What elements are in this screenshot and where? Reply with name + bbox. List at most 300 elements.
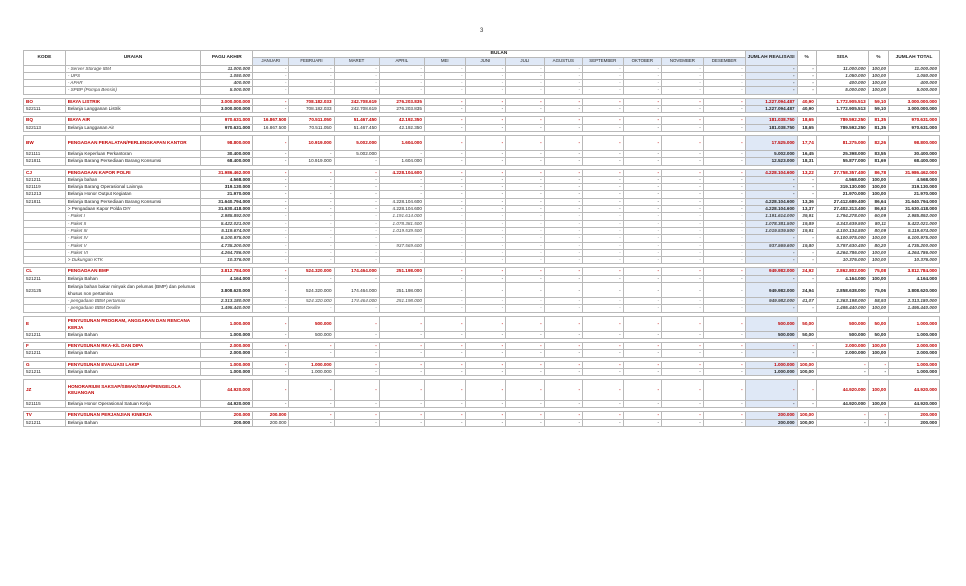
cell-month: - — [544, 401, 582, 408]
cell-uraian: Belanja Keperluan Perkantoran — [65, 150, 201, 157]
cell-month: - — [379, 361, 424, 368]
cell-uraian: - SPBP (Pompa Bensin) — [65, 87, 201, 94]
cell-pct2: 100,00 — [868, 176, 888, 183]
cell-month: - — [253, 184, 289, 191]
table-row — [24, 331, 940, 338]
header-realisasi: JUMLAH REALISASI — [745, 51, 797, 66]
table-row — [24, 191, 940, 198]
cell-month: - — [623, 257, 661, 264]
cell-month: - — [253, 268, 289, 275]
cell-month: - — [703, 242, 745, 249]
table-row — [24, 80, 940, 87]
cell-month: 242.708.619 — [334, 98, 379, 105]
cell-total: 3.812.784.000 — [889, 268, 940, 275]
cell-month: - — [544, 283, 582, 298]
cell-month: - — [582, 213, 623, 220]
cell-month: - — [623, 316, 661, 331]
cell-month: - — [334, 169, 379, 176]
cell-month: - — [379, 331, 424, 338]
header-month: NOVEMBER — [662, 58, 704, 65]
cell-month: - — [253, 361, 289, 368]
cell-month: - — [253, 242, 289, 249]
cell-pct: - — [797, 80, 816, 87]
cell-uraian: - Paket III — [65, 227, 201, 234]
cell-month: - — [424, 380, 465, 401]
cell-pct: 13,36 — [797, 198, 816, 205]
cell-month: - — [544, 184, 582, 191]
cell-month: - — [662, 65, 704, 72]
table-row — [24, 117, 940, 124]
cell-month: - — [703, 198, 745, 205]
cell-month: - — [506, 227, 544, 234]
cell-pagu: 319.130.000 — [201, 184, 253, 191]
cell-month: - — [544, 65, 582, 72]
cell-month: - — [623, 176, 661, 183]
cell-month: - — [582, 331, 623, 338]
cell-kode — [24, 235, 66, 242]
cell-sisa: 1.794.278.000 — [816, 213, 868, 220]
cell-month: - — [379, 275, 424, 282]
cell-pagu: 200.000 — [201, 419, 253, 426]
cell-month: 42.192.350 — [379, 124, 424, 131]
cell-month: - — [253, 368, 289, 375]
cell-pagu: 5.119.674.000 — [201, 227, 253, 234]
cell-total: 1.050.000 — [889, 72, 940, 79]
cell-month: - — [334, 220, 379, 227]
cell-pagu: 44.920.000 — [201, 401, 253, 408]
cell-month: - — [334, 191, 379, 198]
cell-kode — [24, 213, 66, 220]
cell-month: - — [465, 213, 506, 220]
cell-pct2: 100,00 — [868, 380, 888, 401]
cell-month: 5.002.000 — [334, 150, 379, 157]
cell-pct: 18,65 — [797, 117, 816, 124]
cell-sisa: 1.363.198.000 — [816, 298, 868, 305]
cell-month: 70.511.050 — [289, 124, 334, 131]
cell-realisasi: 17.525.000 — [745, 135, 797, 150]
table-row — [24, 257, 940, 264]
cell-pct: - — [797, 401, 816, 408]
cell-month: - — [334, 305, 379, 312]
cell-uraian: Belanja Honor Operasional Satuan Kerja — [65, 401, 201, 408]
cell-month: - — [582, 124, 623, 131]
cell-month: - — [662, 206, 704, 213]
cell-month: - — [582, 135, 623, 150]
cell-uraian: Belanja Langganan Air — [65, 124, 201, 131]
cell-month: - — [582, 350, 623, 357]
cell-month: - — [424, 361, 465, 368]
cell-month: - — [379, 65, 424, 72]
cell-total: 10.376.000 — [889, 257, 940, 264]
cell-month: 70.511.050 — [289, 117, 334, 124]
cell-month: - — [582, 342, 623, 349]
cell-month: - — [703, 412, 745, 419]
cell-pct: - — [797, 275, 816, 282]
cell-kode: BQ — [24, 117, 66, 124]
cell-month: - — [424, 235, 465, 242]
cell-month: - — [506, 305, 544, 312]
cell-month: - — [289, 213, 334, 220]
cell-month: - — [334, 80, 379, 87]
cell-month: - — [424, 98, 465, 105]
cell-uraian: Belanja Barang Persediaan Barang Konsumsi — [65, 198, 201, 205]
cell-month: - — [662, 184, 704, 191]
cell-month: - — [334, 184, 379, 191]
cell-month: - — [465, 275, 506, 282]
cell-pct: 39,91 — [797, 213, 816, 220]
cell-uraian: - Paket V — [65, 242, 201, 249]
cell-kode: 521213 — [24, 191, 66, 198]
cell-month: - — [465, 298, 506, 305]
cell-month: 16.867.500 — [253, 124, 289, 131]
cell-month: - — [334, 368, 379, 375]
cell-uraian: Belanja Bahan — [65, 350, 201, 357]
cell-month: - — [253, 150, 289, 157]
cell-kode — [24, 298, 66, 305]
cell-month: - — [582, 412, 623, 419]
cell-month: - — [334, 350, 379, 357]
cell-month: - — [506, 98, 544, 105]
cell-month: - — [506, 220, 544, 227]
cell-month: - — [703, 169, 745, 176]
cell-month: - — [424, 80, 465, 87]
cell-sisa: 1.495.440.000 — [816, 305, 868, 312]
cell-realisasi: 4.228.104.600 — [745, 198, 797, 205]
cell-realisasi: 500.000 — [745, 316, 797, 331]
cell-uraian: - Server Storage IBM — [65, 65, 201, 72]
cell-realisasi: 1.000.000 — [745, 361, 797, 368]
cell-month: - — [334, 401, 379, 408]
cell-month: - — [506, 150, 544, 157]
cell-month: - — [334, 342, 379, 349]
cell-month: - — [465, 361, 506, 368]
cell-month: - — [662, 198, 704, 205]
cell-month: - — [582, 268, 623, 275]
cell-month: - — [623, 350, 661, 357]
cell-total: 970.631.000 — [889, 117, 940, 124]
cell-pagu: 1.000.000 — [201, 361, 253, 368]
cell-pagu: 31.630.418.000 — [201, 206, 253, 213]
cell-month: - — [703, 305, 745, 312]
cell-pct: 50,00 — [797, 316, 816, 331]
table-row — [24, 316, 940, 331]
header-month: JULI — [506, 58, 544, 65]
cell-realisasi: - — [745, 257, 797, 264]
cell-realisasi: 4.228.104.600 — [745, 169, 797, 176]
cell-sisa: - — [816, 361, 868, 368]
cell-realisasi: 1.227.094.487 — [745, 106, 797, 113]
cell-month: - — [506, 331, 544, 338]
cell-month: 1.078.381.500 — [379, 220, 424, 227]
cell-month: - — [544, 235, 582, 242]
cell-realisasi: 1.000.000 — [745, 368, 797, 375]
cell-month: - — [703, 235, 745, 242]
cell-month: - — [465, 135, 506, 150]
cell-month: - — [544, 242, 582, 249]
cell-month: - — [662, 350, 704, 357]
cell-pagu: 44.920.000 — [201, 380, 253, 401]
cell-month: - — [465, 80, 506, 87]
cell-pagu: 6.100.975.000 — [201, 235, 253, 242]
cell-pct2: 50,00 — [868, 331, 888, 338]
cell-month: - — [703, 298, 745, 305]
cell-month: - — [623, 150, 661, 157]
cell-uraian: Belanja Barang Operasional Lainnya — [65, 184, 201, 191]
cell-month: - — [662, 80, 704, 87]
cell-month: - — [424, 419, 465, 426]
cell-month: - — [544, 98, 582, 105]
cell-uraian: Belanja Bahan — [65, 275, 201, 282]
cell-pct: - — [797, 176, 816, 183]
cell-month: - — [582, 65, 623, 72]
cell-month: - — [289, 305, 334, 312]
cell-uraian: - Paket II — [65, 220, 201, 227]
cell-pagu: 3.000.000.000 — [201, 106, 253, 113]
cell-month: - — [544, 72, 582, 79]
header-month: APRIL — [379, 58, 424, 65]
table-row — [24, 419, 940, 426]
cell-sisa: 1.772.905.513 — [816, 98, 868, 105]
cell-month: - — [424, 227, 465, 234]
cell-month: 500.000 — [289, 331, 334, 338]
cell-month: - — [582, 158, 623, 165]
cell-pct2: 100,00 — [868, 65, 888, 72]
cell-month: - — [379, 72, 424, 79]
cell-month: - — [623, 227, 661, 234]
cell-month: - — [253, 213, 289, 220]
cell-uraian: PENYUSUNAN PROGRAM, ANGGARAN DAN RENCANA KERJA — [65, 316, 201, 331]
cell-month: - — [703, 176, 745, 183]
table-row — [24, 227, 940, 234]
cell-pct: 13,22 — [797, 169, 816, 176]
cell-month: - — [424, 106, 465, 113]
cell-month: - — [424, 350, 465, 357]
cell-pct: 100,00 — [797, 419, 816, 426]
cell-total: 4.264.786.000 — [889, 249, 940, 256]
cell-month: - — [623, 98, 661, 105]
cell-month: - — [623, 242, 661, 249]
cell-sisa: - — [816, 368, 868, 375]
cell-month: - — [334, 419, 379, 426]
cell-pagu: 30.400.000 — [201, 150, 253, 157]
cell-month: - — [465, 206, 506, 213]
cell-kode: E — [24, 316, 66, 331]
budget-realization-table — [23, 50, 940, 427]
cell-month: - — [506, 401, 544, 408]
cell-month: 1.604.000 — [379, 135, 424, 150]
cell-month: - — [465, 220, 506, 227]
cell-month: - — [582, 283, 623, 298]
cell-month: - — [703, 213, 745, 220]
header-pct2: % — [868, 51, 888, 66]
cell-pct2: - — [868, 368, 888, 375]
cell-month: - — [623, 198, 661, 205]
cell-pct2: 59,10 — [868, 98, 888, 105]
cell-realisasi: 949.982.000 — [745, 283, 797, 298]
cell-month: - — [253, 198, 289, 205]
cell-uraian: Belanja bahan — [65, 176, 201, 183]
cell-pct2: 100,00 — [868, 80, 888, 87]
cell-pct2: 100,00 — [868, 401, 888, 408]
cell-kode — [24, 220, 66, 227]
cell-month: 10.919.000 — [289, 158, 334, 165]
cell-total: 5.422.021.000 — [889, 220, 940, 227]
cell-pct: - — [797, 235, 816, 242]
cell-month: - — [506, 419, 544, 426]
cell-month: - — [623, 235, 661, 242]
cell-sisa: 4.264.786.000 — [816, 249, 868, 256]
cell-month: - — [253, 176, 289, 183]
header-month: FEBRUARI — [289, 58, 334, 65]
cell-pagu: 2.313.180.000 — [201, 298, 253, 305]
cell-month: - — [582, 191, 623, 198]
cell-month: - — [424, 412, 465, 419]
cell-month: - — [253, 235, 289, 242]
table-row — [24, 401, 940, 408]
cell-month: - — [506, 268, 544, 275]
cell-month: - — [623, 124, 661, 131]
cell-kode: 521811 — [24, 198, 66, 205]
cell-month: - — [253, 227, 289, 234]
cell-pct2: 81,35 — [868, 124, 888, 131]
cell-month: - — [424, 305, 465, 312]
cell-month: - — [582, 106, 623, 113]
cell-month: 708.182.033 — [289, 106, 334, 113]
cell-kode — [24, 249, 66, 256]
cell-month: - — [289, 419, 334, 426]
table-row — [24, 350, 940, 357]
cell-uraian: Belanja Bahan — [65, 419, 201, 426]
cell-month: - — [465, 176, 506, 183]
cell-month: - — [623, 169, 661, 176]
cell-month: - — [334, 176, 379, 183]
cell-month: - — [253, 305, 289, 312]
cell-month: - — [465, 124, 506, 131]
cell-month: - — [334, 213, 379, 220]
cell-sisa: 4.568.000 — [816, 176, 868, 183]
cell-pagu: 1.050.000 — [201, 72, 253, 79]
cell-month: - — [623, 106, 661, 113]
cell-month: - — [465, 98, 506, 105]
cell-month: - — [379, 368, 424, 375]
cell-pct2: 86,63 — [868, 206, 888, 213]
cell-pct: 100,00 — [797, 361, 816, 368]
cell-pagu: 98.800.000 — [201, 135, 253, 150]
cell-kode: 521211 — [24, 275, 66, 282]
cell-month: - — [582, 242, 623, 249]
cell-total: 319.130.000 — [889, 184, 940, 191]
cell-kode — [24, 305, 66, 312]
cell-month: - — [582, 198, 623, 205]
cell-total: 2.000.000 — [889, 342, 940, 349]
cell-sisa: 3.797.630.400 — [816, 242, 868, 249]
cell-month: - — [662, 298, 704, 305]
cell-pagu: 21.970.000 — [201, 191, 253, 198]
cell-month: - — [334, 257, 379, 264]
cell-kode: 521211 — [24, 176, 66, 183]
cell-month: - — [253, 220, 289, 227]
cell-month: - — [662, 227, 704, 234]
cell-month: - — [544, 275, 582, 282]
cell-month: - — [506, 72, 544, 79]
cell-total: 68.400.000 — [889, 158, 940, 165]
cell-month: - — [506, 368, 544, 375]
cell-sisa: 27.412.689.400 — [816, 198, 868, 205]
cell-month: 4.228.104.600 — [379, 169, 424, 176]
cell-month: - — [623, 80, 661, 87]
cell-month: 1.000.000 — [289, 368, 334, 375]
table-row — [24, 342, 940, 349]
cell-month: - — [379, 412, 424, 419]
cell-month: - — [582, 380, 623, 401]
cell-month: 1.191.614.000 — [379, 213, 424, 220]
cell-pct: 50,00 — [797, 331, 816, 338]
cell-month: - — [623, 342, 661, 349]
cell-pagu: 68.400.000 — [201, 158, 253, 165]
cell-month: - — [253, 158, 289, 165]
cell-month: - — [582, 298, 623, 305]
cell-month: - — [662, 135, 704, 150]
cell-month: - — [506, 283, 544, 298]
cell-uraian: Belanja Barang Persediaan Barang Konsumsi — [65, 158, 201, 165]
cell-month: - — [424, 283, 465, 298]
cell-month: - — [379, 342, 424, 349]
cell-month: - — [465, 268, 506, 275]
cell-month: - — [703, 98, 745, 105]
cell-month: - — [465, 235, 506, 242]
cell-realisasi: 1.019.539.500 — [745, 227, 797, 234]
cell-month: - — [465, 368, 506, 375]
cell-month: - — [465, 419, 506, 426]
cell-month: - — [289, 169, 334, 176]
cell-kode: CJ — [24, 169, 66, 176]
cell-pct: - — [797, 191, 816, 198]
cell-pagu: 3.808.620.000 — [201, 283, 253, 298]
cell-month: - — [379, 80, 424, 87]
cell-pct: - — [797, 184, 816, 191]
cell-month: - — [544, 412, 582, 419]
cell-sisa: 44.920.000 — [816, 380, 868, 401]
table-row — [24, 198, 940, 205]
cell-uraian: PENGADAAN PERALATAN/PERLENGKAPAN KANTOR — [65, 135, 201, 150]
cell-pct: 40,90 — [797, 98, 816, 105]
cell-month: - — [703, 283, 745, 298]
cell-month: - — [506, 316, 544, 331]
cell-total: 31.986.462.000 — [889, 169, 940, 176]
cell-month: - — [544, 124, 582, 131]
cell-month: 276.203.835 — [379, 98, 424, 105]
cell-month: - — [465, 65, 506, 72]
cell-month: - — [334, 412, 379, 419]
cell-month: - — [334, 316, 379, 331]
cell-sisa: 10.376.000 — [816, 257, 868, 264]
cell-month: - — [289, 72, 334, 79]
cell-month: - — [544, 257, 582, 264]
cell-pct: 19,91 — [797, 227, 816, 234]
table-row — [24, 380, 940, 401]
cell-month: - — [582, 257, 623, 264]
cell-month: - — [379, 191, 424, 198]
cell-pct: 100,00 — [797, 368, 816, 375]
cell-month: - — [703, 106, 745, 113]
cell-realisasi: - — [745, 80, 797, 87]
cell-pct2: - — [868, 419, 888, 426]
cell-month: - — [465, 227, 506, 234]
cell-month: - — [544, 106, 582, 113]
cell-month: - — [424, 242, 465, 249]
cell-sisa: - — [816, 412, 868, 419]
cell-month: - — [506, 249, 544, 256]
